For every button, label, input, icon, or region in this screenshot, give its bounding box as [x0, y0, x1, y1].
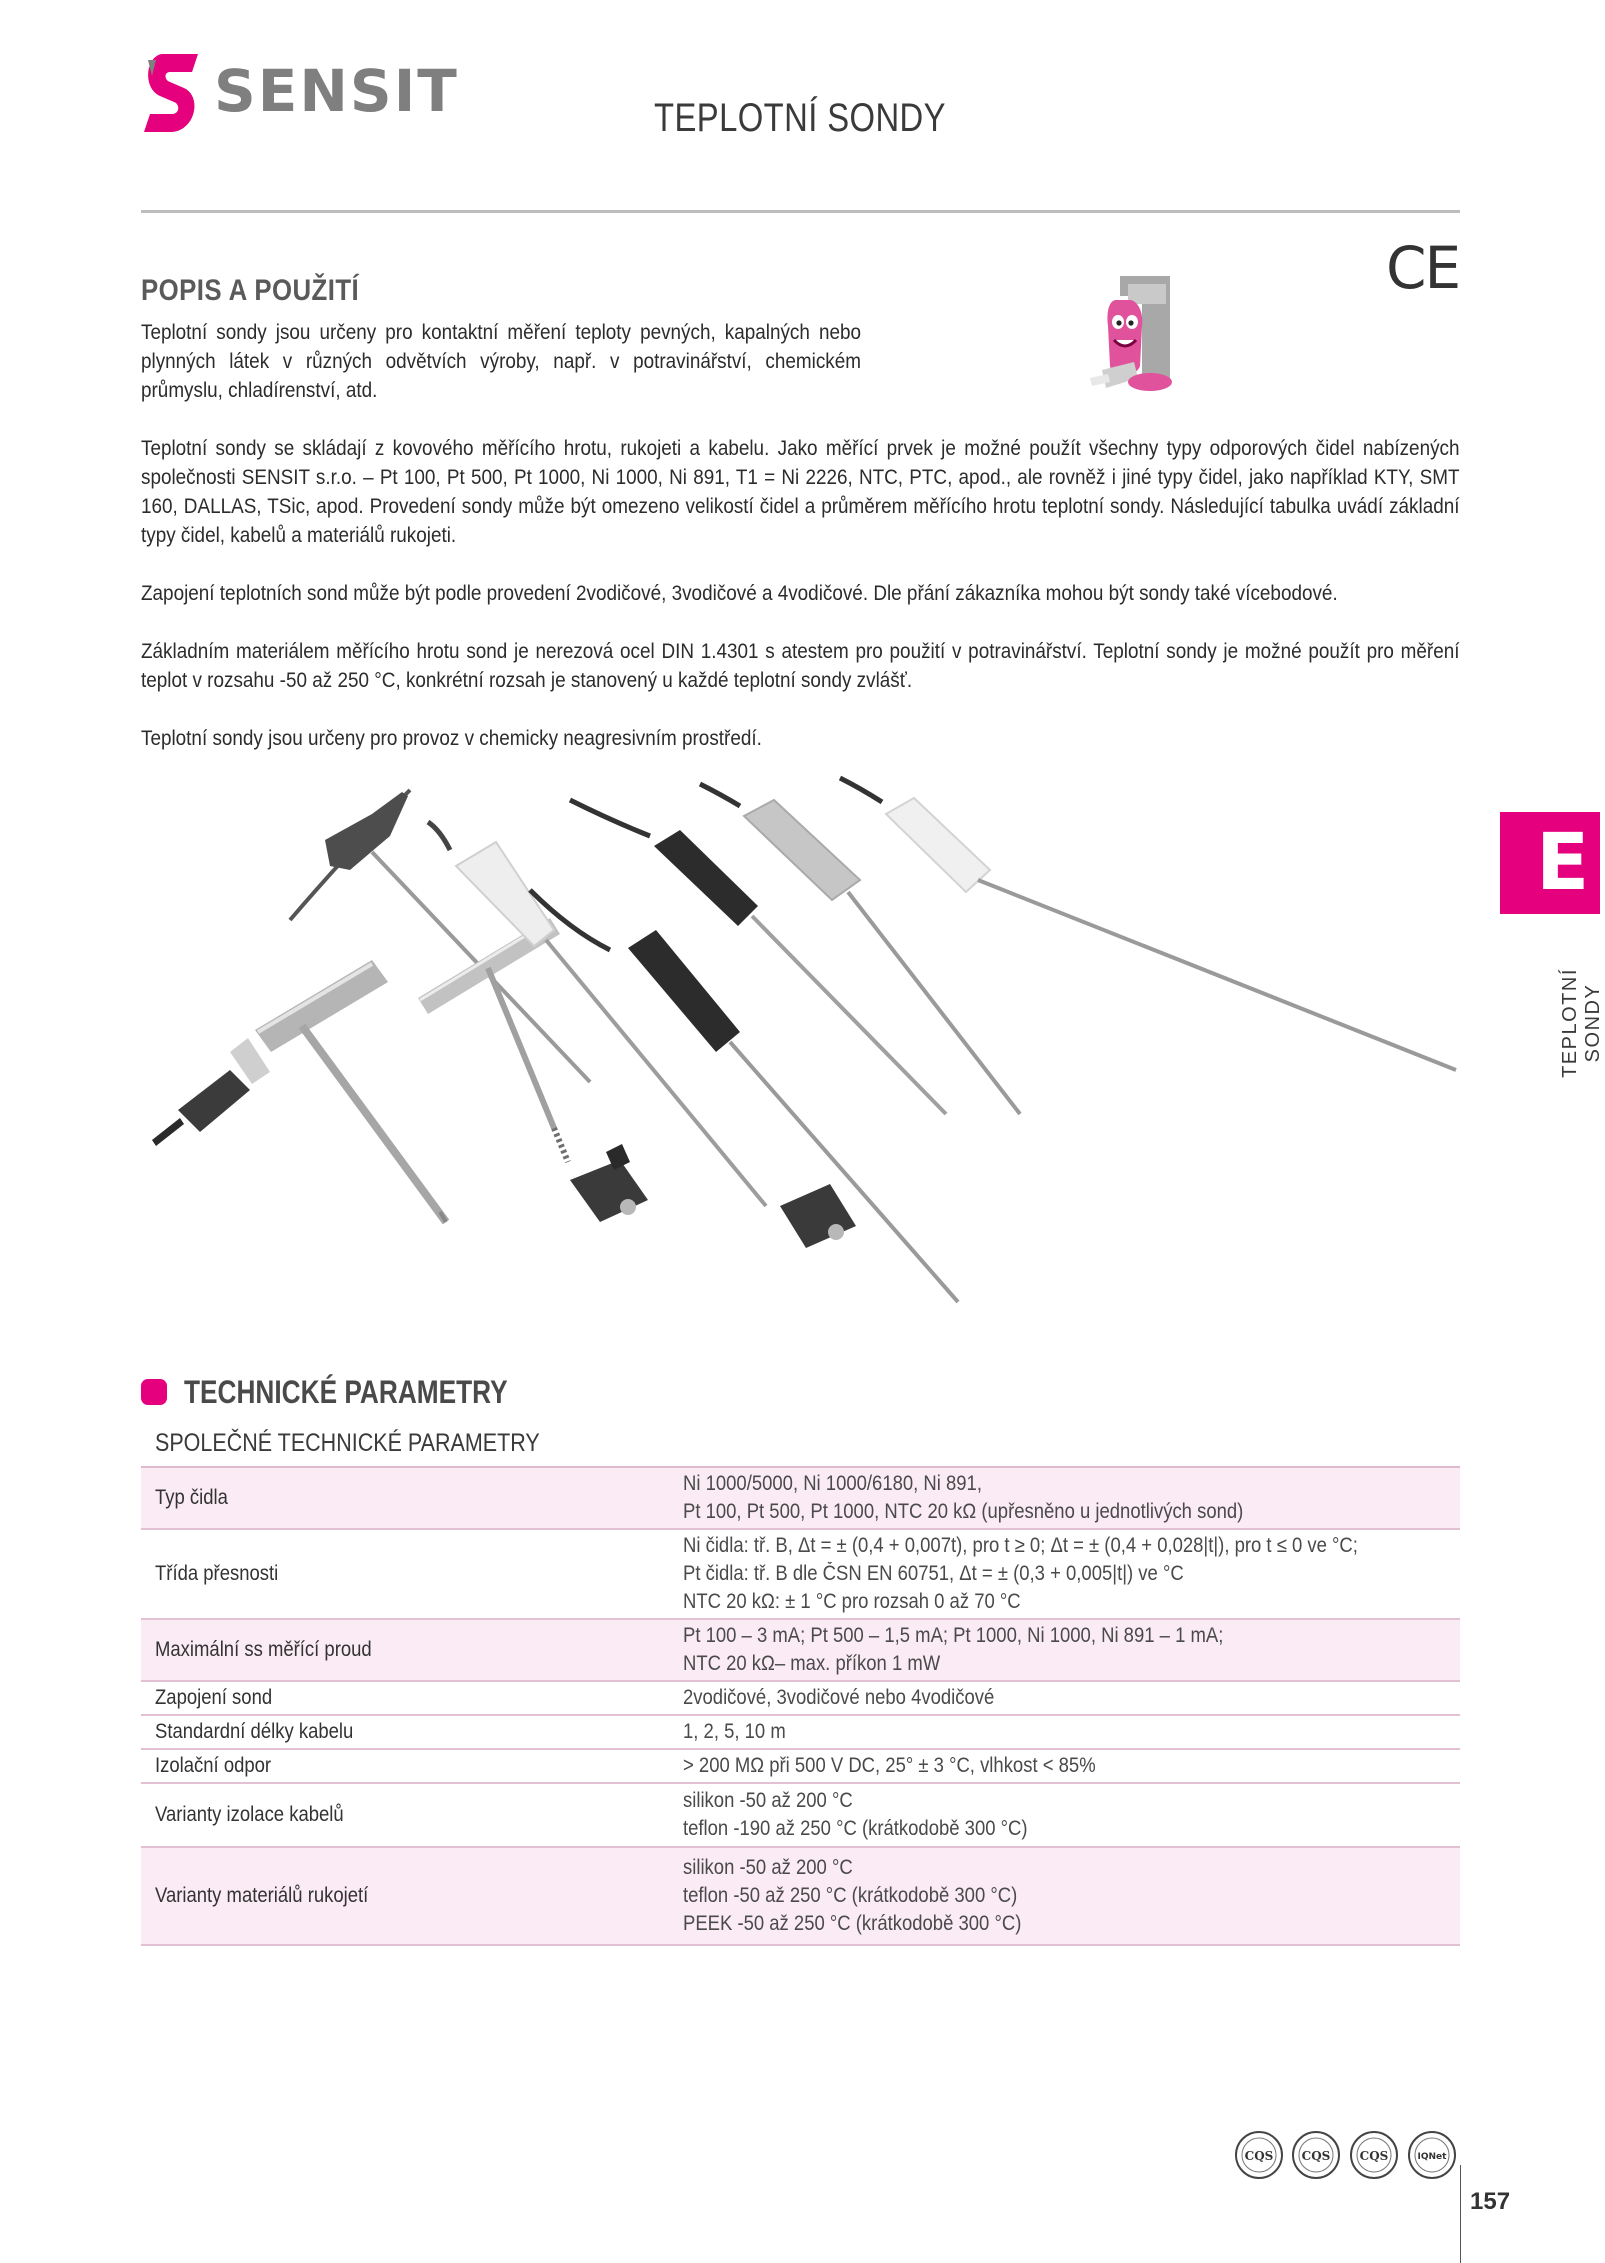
footer-divider — [1460, 2165, 1461, 2263]
technical-heading: TECHNICKÉ PARAMETRY — [184, 1374, 508, 1410]
param-value: Ni 1000/5000, Ni 1000/6180, Ni 891, Pt 100, Pt 500, Pt 1000, NTC 20 kΩ (upřesněno u jednotlivých sond) — [673, 1467, 1460, 1529]
param-value: silikon -50 až 200 °C teflon -190 až 250 °C (krátkodobě 300 °C) — [673, 1783, 1460, 1847]
iqnet-seal-icon — [1409, 2132, 1455, 2178]
connector-plugs — [570, 1144, 856, 1248]
description-paragraph-5: Teplotní sondy jsou určeny pro provoz v chemicky neagresivním prostředí. — [141, 727, 762, 750]
certification-seals — [1234, 2130, 1458, 2180]
param-label: Třída přesnosti — [141, 1529, 673, 1619]
table-row — [141, 1847, 1460, 1945]
header-divider — [141, 210, 1460, 213]
cqs-seal-icon — [1351, 2132, 1397, 2178]
probe-t-metal-small — [418, 918, 568, 1162]
mascot-illustration — [1080, 270, 1186, 398]
param-label: Izolační odpor — [141, 1749, 673, 1783]
technical-subheading: SPOLEČNÉ TECHNICKÉ PARAMETRY — [155, 1429, 540, 1457]
svg-text:CQS: CQS — [1359, 2149, 1389, 2163]
page-title: TEPLOTNÍ SONDY — [654, 96, 946, 140]
description-heading: POPIS A POUŽITÍ — [141, 274, 360, 307]
param-value: Ni čidla: tř. B, Δt = ± (0,4 + 0,007t), pro t ≥ 0; Δt = ± (0,4 + 0,028|t|), pro t ≤ 0 ve °C; Pt čidla: tř. B dle ČSN EN 60751, Δt = ± (0,3 + 0,005|t|) ve °C NTC 20 kΩ: ± 1 °C pro rozsah 0 až 70 °C — [673, 1529, 1460, 1619]
brand-name: SENSIT — [214, 57, 459, 125]
table-row — [141, 1749, 1460, 1783]
param-value: 2vodičové, 3vodičové nebo 4vodičové — [673, 1681, 1460, 1715]
description-paragraph-2: Teplotní sondy se skládají z kovového měřícího hrotu, rukojeti a kabelu. Jako měřící prvek je možné použít všechny typy odporových čidel nabízených společnosti SENSIT s.r.o. – Pt 100, Pt 500, Pt 1000, Ni 1000, Ni 891, T1 = Ni 2226, NTC, PTC, apod., ale rovněž i jiné typy čidel, jako například KTY, SMT 160, DALLAS, TSic, apod. Provedení sondy může být omezeno velikostí čidel a průměrem měřícího hrotu teplotní sondy. Následující tabulka uvádí základní typy čidel, kabelů a materiálů rukojeti. — [141, 437, 1460, 547]
description-paragraph-4: Základním materiálem měřícího hrotu sond je nerezová ocel DIN 1.4301 s atestem pro použití v potravinářství. Teplotní sondy je možné použít pro měření teplot v rozsahu -50 až 250 °C, konkrétní rozsah je stanovený u každé teplotní sondy zvlášť. — [141, 640, 1460, 692]
param-label: Varianty materiálů rukojetí — [141, 1847, 673, 1945]
probe-white-handle-right — [840, 778, 1456, 1070]
chapter-tab-letter: E — [1536, 818, 1590, 908]
param-value: Pt 100 – 3 mA; Pt 500 – 1,5 mA; Pt 1000, Ni 1000, Ni 891 – 1 mA; NTC 20 kΩ– max. příkon 1 mW — [673, 1619, 1460, 1681]
table-row — [141, 1619, 1460, 1681]
param-value: 1, 2, 5, 10 m — [673, 1715, 1460, 1749]
table-row — [141, 1529, 1460, 1619]
svg-text:CQS: CQS — [1301, 2149, 1331, 2163]
param-label: Zapojení sond — [141, 1681, 673, 1715]
probe-t-metal-large — [152, 960, 446, 1222]
param-label: Typ čidla — [141, 1467, 673, 1529]
parameters-table — [141, 1466, 1460, 1946]
param-value: silikon -50 až 200 °C teflon -50 až 250 °C (krátkodobě 300 °C) PEEK -50 až 250 °C (krátkodobě 300 °C) — [673, 1847, 1460, 1945]
svg-text:CQS: CQS — [1244, 2149, 1274, 2163]
table-row — [141, 1783, 1460, 1847]
table-row — [141, 1715, 1460, 1749]
page-number: 157 — [1470, 2188, 1511, 2215]
table-row — [141, 1467, 1460, 1529]
cqs-seal-icon — [1293, 2132, 1339, 2178]
svg-text:IQNet: IQNet — [1417, 2152, 1447, 2162]
ce-mark: CE — [1386, 234, 1460, 302]
section-bullet-icon — [141, 1379, 167, 1405]
description-paragraph-3: Zapojení teplotních sond může být podle provedení 2vodičové, 3vodičové a 4vodičové. Dle přání zákazníka mohou být sondy také vícebodové. — [141, 582, 1338, 605]
param-label: Standardní délky kabelu — [141, 1715, 673, 1749]
probes-photo — [140, 770, 1480, 1270]
param-label: Varianty izolace kabelů — [141, 1783, 673, 1847]
chapter-label: TEPLOTNÍ SONDY — [1559, 968, 1604, 1078]
param-value: > 200 MΩ při 500 V DC, 25° ± 3 °C, vlhkost < 85% — [673, 1749, 1460, 1783]
param-label: Maximální ss měřící proud — [141, 1619, 673, 1681]
cqs-seal-icon — [1236, 2132, 1282, 2178]
sensit-logo-icon — [140, 50, 210, 136]
description-paragraph-1: Teplotní sondy jsou určeny pro kontaktní měření teploty pevných, kapalných nebo plynných látek v různých odvětvích výroby, např. v potravinářství, chemickém průmyslu, chladírenství, atd. — [141, 321, 861, 402]
probe-black-handle-right — [570, 800, 946, 1114]
sensit-logo — [140, 50, 459, 136]
table-row — [141, 1681, 1460, 1715]
